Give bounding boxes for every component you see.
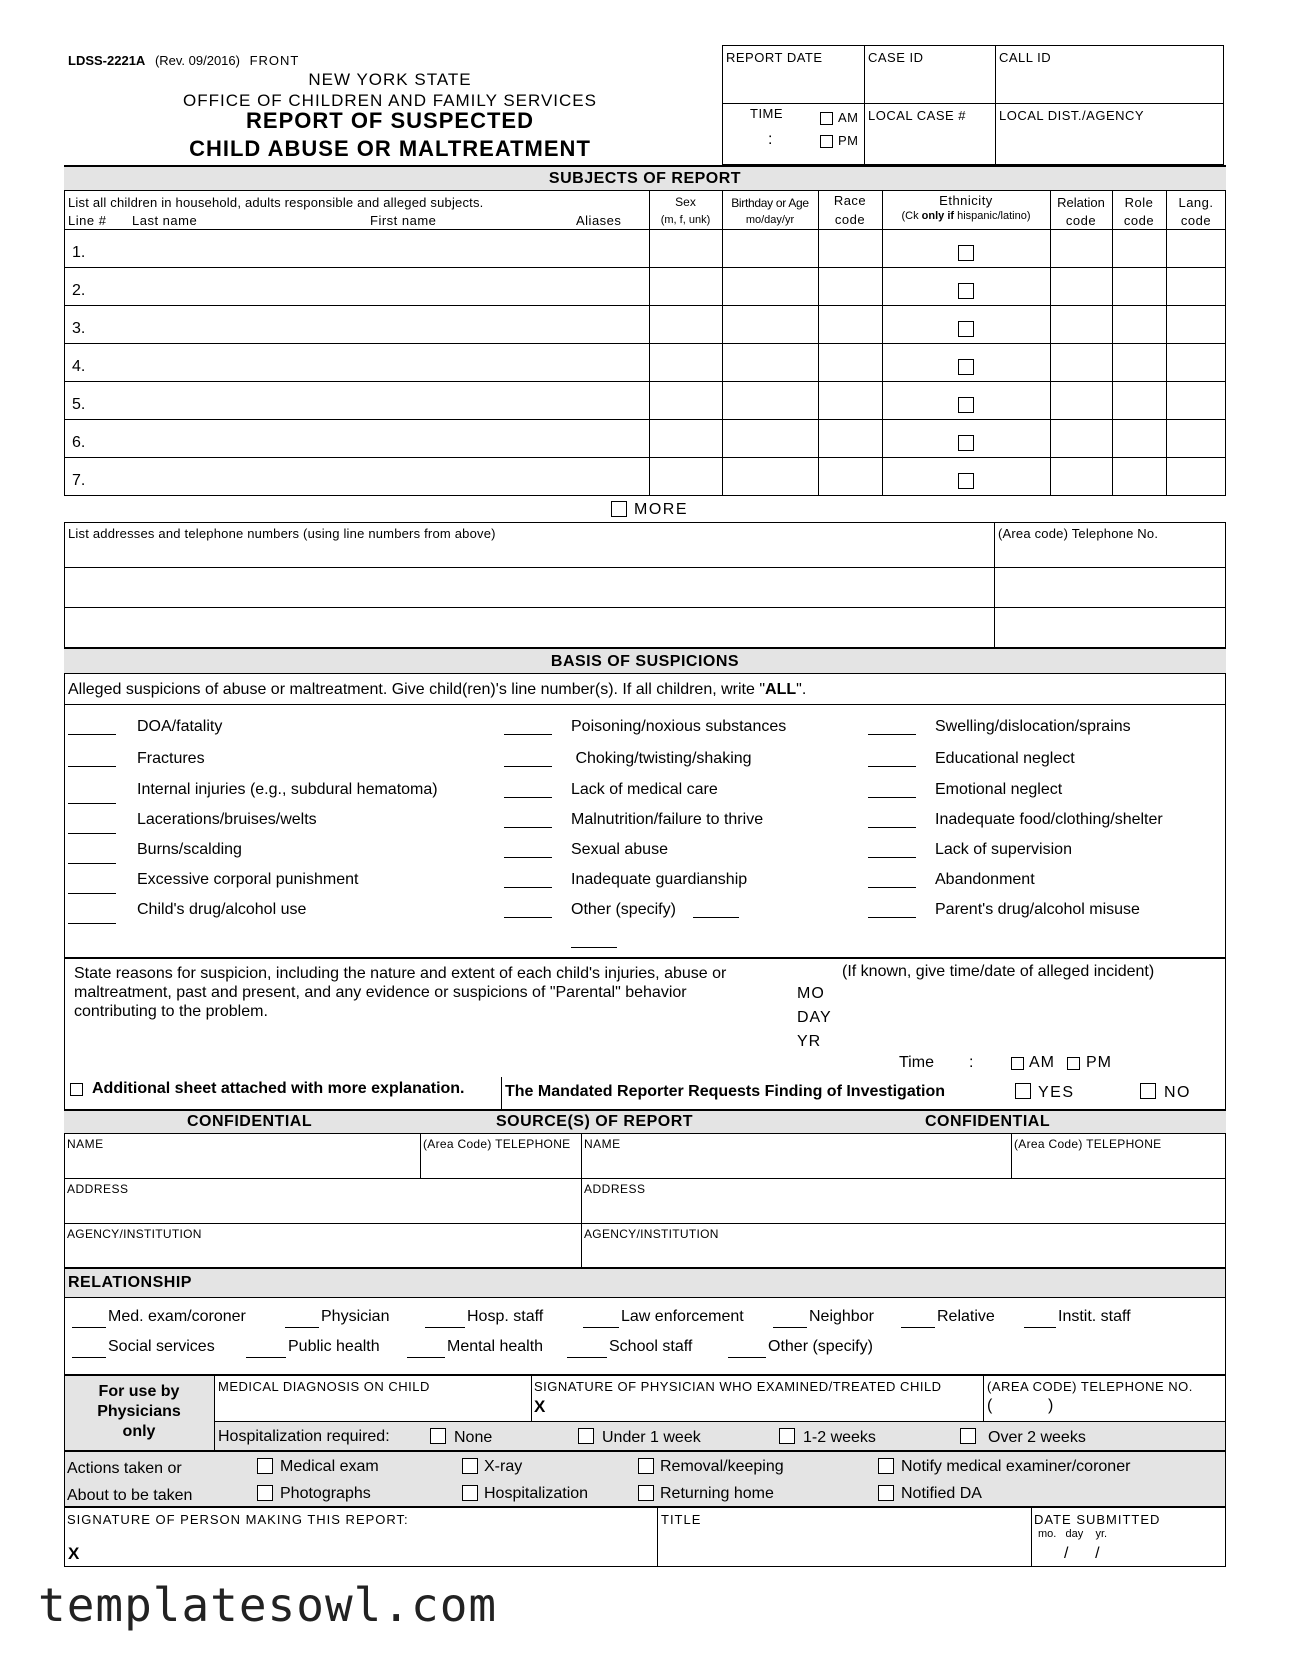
blank-line[interactable] <box>728 1357 766 1358</box>
blank-line[interactable] <box>68 923 116 924</box>
physicians-label-1: For use by <box>98 1383 180 1400</box>
sources-box <box>64 1133 1226 1268</box>
basis-instructions-post: ". <box>796 681 807 698</box>
suspicion-lack-supervision: Lack of supervision <box>935 841 1072 858</box>
subjects-heading: SUBJECTS OF REPORT <box>548 170 742 187</box>
suspicion-child-drug-use: Child's drug/alcohol use <box>137 901 307 918</box>
date-submitted-label: DATE SUBMITTED <box>1034 1512 1161 1527</box>
incident-time-colon: : <box>969 1054 974 1071</box>
blank-line[interactable] <box>504 857 552 858</box>
suspicion-parent-drug-misuse: Parent's drug/alcohol misuse <box>935 901 1140 918</box>
lang-header: Lang. <box>1178 195 1214 210</box>
blank-line[interactable] <box>868 734 916 735</box>
report-date-label: REPORT DATE <box>726 50 823 65</box>
suspicion-guardianship: Inadequate guardianship <box>571 871 748 888</box>
action-medical-exam-checkbox[interactable] <box>257 1458 273 1474</box>
rel-social-services: Social services <box>108 1338 215 1355</box>
ethnicity-header: Ethnicity <box>939 193 993 208</box>
medical-diagnosis-label: MEDICAL DIAGNOSIS ON CHILD <box>218 1379 430 1394</box>
addresses-label: List addresses and telephone numbers (using line numbers from above) <box>68 526 496 541</box>
time-colon: : <box>768 131 773 148</box>
basis-heading: BASIS OF SUSPICIONS <box>550 653 740 670</box>
more-checkbox[interactable] <box>611 501 627 517</box>
blank-line[interactable] <box>72 1327 106 1328</box>
reporter-title-label: TITLE <box>661 1512 702 1527</box>
relationship-heading: RELATIONSHIP <box>68 1274 192 1291</box>
blank-line[interactable] <box>425 1327 465 1328</box>
ethnicity-checkbox[interactable] <box>958 435 974 451</box>
actions-label-1: Actions taken or <box>67 1460 182 1477</box>
action-returning-home-checkbox[interactable] <box>638 1485 654 1501</box>
form-revision: (Rev. 09/2016) <box>154 53 240 68</box>
other-specify-line[interactable] <box>571 947 617 948</box>
mandated-reporter-label: The Mandated Reporter Requests Finding of Investigation <box>505 1083 946 1100</box>
source2-agency-label: AGENCY/INSTITUTION <box>584 1227 719 1241</box>
blank-line[interactable] <box>773 1327 807 1328</box>
action-removal-checkbox[interactable] <box>638 1458 654 1474</box>
physicians-label-3: only <box>122 1423 156 1440</box>
ethnicity-checkbox[interactable] <box>958 359 974 375</box>
finding-yes-checkbox[interactable] <box>1015 1083 1031 1099</box>
physician-phone-close: ) <box>1048 1397 1054 1414</box>
ethnicity-checkbox[interactable] <box>958 283 974 299</box>
incident-time-note: (If known, give time/date of alleged incident) <box>842 963 1155 980</box>
blank-line[interactable] <box>68 833 116 834</box>
blank-line[interactable] <box>68 734 116 735</box>
blank-line[interactable] <box>1024 1327 1056 1328</box>
pm-checkbox[interactable] <box>820 135 833 148</box>
case-id-label: CASE ID <box>868 50 924 65</box>
hosp-under-week-label: Under 1 week <box>602 1429 701 1446</box>
action-notified-da-label: Notified DA <box>901 1485 982 1502</box>
hosp-none-label: None <box>454 1429 493 1446</box>
sex-subheader: (m, f, unk) <box>660 214 711 226</box>
race-header: Race <box>833 193 867 208</box>
blank-line[interactable] <box>68 863 116 864</box>
rel-hosp-staff: Hosp. staff <box>467 1308 544 1325</box>
ethnicity-sub-bold: only if <box>921 210 955 222</box>
rel-law-enforcement: Law enforcement <box>621 1308 744 1325</box>
local-dist-label: LOCAL DIST./AGENCY <box>999 108 1145 123</box>
action-xray-label: X-ray <box>484 1458 523 1475</box>
suspicion-medical-care: Lack of medical care <box>571 781 718 798</box>
suspicion-burns: Burns/scalding <box>137 841 242 858</box>
blank-line[interactable] <box>567 1357 607 1358</box>
subject-row-number: 1. <box>72 244 86 261</box>
finding-no-checkbox[interactable] <box>1140 1083 1156 1099</box>
subject-row-number: 5. <box>72 396 86 413</box>
finding-no-label: NO <box>1164 1084 1191 1101</box>
additional-sheet-label: Additional sheet attached with more explanation. <box>92 1080 465 1097</box>
blank-line[interactable] <box>246 1357 286 1358</box>
suspicion-poisoning: Poisoning/noxious substances <box>571 718 787 735</box>
watermark-text: templatesowl.com <box>38 1578 498 1632</box>
form-id-line <box>68 54 299 67</box>
form-id: LDSS-2221A <box>68 53 146 68</box>
hosp-over-2-weeks-label: Over 2 weeks <box>988 1429 1086 1446</box>
rel-relative: Relative <box>937 1308 995 1325</box>
rel-instit-staff: Instit. staff <box>1058 1308 1131 1325</box>
aliases-header: Aliases <box>576 213 622 228</box>
source2-address-label: ADDRESS <box>584 1182 646 1196</box>
suspicion-malnutrition: Malnutrition/failure to thrive <box>571 811 764 828</box>
suspicion-educational-neglect: Educational neglect <box>935 750 1075 767</box>
subject-row-number: 7. <box>72 472 86 489</box>
role-subheader: code <box>1123 213 1155 228</box>
source2-telephone-label: (Area Code) TELEPHONE <box>1014 1137 1162 1151</box>
page-title-line1: REPORT OF SUSPECTED <box>246 108 534 133</box>
suspicion-swelling: Swelling/dislocation/sprains <box>935 718 1131 735</box>
ethnicity-checkbox[interactable] <box>958 245 974 261</box>
suspicion-emotional-neglect: Emotional neglect <box>935 781 1063 798</box>
hospitalization-label: Hospitalization required: <box>218 1428 390 1445</box>
incident-pm-label: PM <box>1086 1054 1112 1071</box>
action-removal-label: Removal/keeping <box>660 1458 784 1475</box>
blank-line[interactable] <box>504 827 552 828</box>
date-submitted-slashes: / / <box>1064 1545 1100 1562</box>
birthday-header: Birthday or Age <box>731 196 809 210</box>
blank-line[interactable] <box>68 893 116 894</box>
blank-line[interactable] <box>868 857 916 858</box>
rel-mental-health: Mental health <box>447 1338 544 1355</box>
subject-row-number: 4. <box>72 358 86 375</box>
incident-month-label: MO <box>797 985 825 1002</box>
suspicion-abandonment: Abandonment <box>935 871 1035 888</box>
blank-line[interactable] <box>868 766 916 767</box>
reasons-text-2: maltreatment, past and present, and any evidence or suspicions of "Parental" behavior <box>74 984 687 1001</box>
blank-line[interactable] <box>285 1327 319 1328</box>
sex-header: Sex <box>675 195 696 209</box>
suspicion-internal-injuries: Internal injuries (e.g., subdural hematoma) <box>137 781 438 798</box>
am-label: AM <box>838 110 859 125</box>
last-name-header: Last name <box>132 213 198 228</box>
ethnicity-sub-post: hispanic/latino) <box>954 210 1031 222</box>
hosp-1-2-weeks-checkbox[interactable] <box>779 1428 795 1444</box>
relation-subheader: code <box>1065 213 1097 228</box>
first-name-header: First name <box>370 213 437 228</box>
physicians-label-2: Physicians <box>97 1403 181 1420</box>
date-submitted-parts: mo. day yr. <box>1038 1528 1108 1540</box>
rel-physician: Physician <box>321 1308 390 1325</box>
rel-med-exam: Med. exam/coroner <box>108 1308 246 1325</box>
physician-signature-label: SIGNATURE OF PHYSICIAN WHO EXAMINED/TREATED CHILD <box>534 1379 942 1394</box>
suspicion-sexual-abuse: Sexual abuse <box>571 841 668 858</box>
blank-line[interactable] <box>72 1357 106 1358</box>
confidential-left: CONFIDENTIAL <box>187 1113 313 1130</box>
subject-row-number: 2. <box>72 282 86 299</box>
basis-instructions-bold: ALL <box>765 681 797 698</box>
action-notify-me-label: Notify medical examiner/coroner <box>901 1458 1131 1475</box>
blank-line[interactable] <box>504 734 552 735</box>
sources-heading: SOURCE(S) OF REPORT <box>496 1113 694 1130</box>
ethnicity-checkbox[interactable] <box>958 397 974 413</box>
suspicion-fractures: Fractures <box>137 750 205 767</box>
suspicion-inadequate-food: Inadequate food/clothing/shelter <box>935 811 1163 828</box>
am-checkbox[interactable] <box>820 112 833 125</box>
role-header: Role <box>1124 195 1154 210</box>
ethnicity-checkbox[interactable] <box>958 321 974 337</box>
blank-line[interactable] <box>583 1327 619 1328</box>
rel-other: Other (specify) <box>768 1338 873 1355</box>
blank-line[interactable] <box>68 766 116 767</box>
more-label: MORE <box>634 501 688 518</box>
actions-label-2: About to be taken <box>67 1487 193 1504</box>
confidential-right: CONFIDENTIAL <box>925 1113 1051 1130</box>
blank-line[interactable] <box>504 766 552 767</box>
incident-year-label: YR <box>797 1033 822 1050</box>
blank-line[interactable] <box>868 827 916 828</box>
suspicion-other: Other (specify) <box>571 901 676 918</box>
action-photographs-checkbox[interactable] <box>257 1485 273 1501</box>
action-hospitalization-label: Hospitalization <box>484 1485 589 1502</box>
blank-line[interactable] <box>504 797 552 798</box>
pm-label: PM <box>838 133 859 148</box>
source-name-label: NAME <box>67 1137 104 1151</box>
source2-name-label: NAME <box>584 1137 621 1151</box>
addresses-phone-label: (Area code) Telephone No. <box>998 526 1159 541</box>
page-title-line2: CHILD ABUSE OR MALTREATMENT <box>189 136 591 161</box>
office-name: OFFICE OF CHILDREN AND FAMILY SERVICES <box>183 91 597 110</box>
rel-school-staff: School staff <box>609 1338 693 1355</box>
reporter-signature-label: SIGNATURE OF PERSON MAKING THIS REPORT: <box>67 1512 409 1527</box>
blank-line[interactable] <box>504 917 552 918</box>
blank-line[interactable] <box>68 803 116 804</box>
suspicion-lacerations: Lacerations/bruises/welts <box>137 811 317 828</box>
incident-day-label: DAY <box>797 1009 832 1026</box>
blank-line[interactable] <box>868 917 916 918</box>
blank-line[interactable] <box>868 797 916 798</box>
action-medical-exam-label: Medical exam <box>280 1458 379 1475</box>
ethnicity-checkbox[interactable] <box>958 473 974 489</box>
call-id-label: CALL ID <box>999 50 1052 65</box>
local-case-label: LOCAL CASE # <box>868 108 967 123</box>
source-address-label: ADDRESS <box>67 1182 129 1196</box>
relation-header: Relation <box>1057 195 1105 210</box>
line-number-header: Line # <box>68 213 107 228</box>
ethnicity-subheader <box>882 211 1050 222</box>
incident-am-label: AM <box>1029 1054 1055 1071</box>
action-notified-da-checkbox[interactable] <box>878 1485 894 1501</box>
action-photographs-label: Photographs <box>280 1485 371 1502</box>
blank-line[interactable] <box>901 1327 935 1328</box>
reasons-text-1: State reasons for suspicion, including the nature and extent of each child's injuries, abuse or <box>74 965 727 982</box>
additional-sheet-checkbox[interactable] <box>70 1083 83 1096</box>
hosp-over-2-weeks-checkbox[interactable] <box>960 1428 976 1444</box>
incident-pm-checkbox[interactable] <box>1067 1057 1080 1070</box>
action-notify-me-checkbox[interactable] <box>878 1458 894 1474</box>
blank-line[interactable] <box>407 1357 445 1358</box>
rel-public-health: Public health <box>288 1338 380 1355</box>
time-label: TIME <box>750 106 784 121</box>
source-telephone-label: (Area Code) TELEPHONE <box>423 1137 571 1151</box>
basis-box <box>64 673 1226 1110</box>
state-name: NEW YORK STATE <box>308 70 472 89</box>
race-subheader: code <box>834 212 866 227</box>
reasons-text-3: contributing to the problem. <box>74 1003 268 1020</box>
birthday-subheader: mo/day/yr <box>745 214 795 226</box>
basis-instructions-pre: Alleged suspicions of abuse or maltreatment. Give child(ren)'s line number(s). If all children, write " <box>68 681 766 698</box>
hosp-under-week-checkbox[interactable] <box>578 1428 594 1444</box>
other-specify-line[interactable] <box>693 917 739 918</box>
physician-signature-x[interactable]: X <box>534 1397 546 1416</box>
subjects-instructions: List all children in household, adults responsible and alleged subjects. <box>68 195 484 210</box>
subject-row-number: 3. <box>72 320 86 337</box>
form-side: FRONT <box>249 53 300 68</box>
hosp-1-2-weeks-label: 1-2 weeks <box>803 1429 876 1446</box>
action-returning-home-label: Returning home <box>660 1485 774 1502</box>
incident-time-label: Time <box>899 1054 934 1071</box>
physician-phone-label: (AREA CODE) TELEPHONE NO. <box>987 1379 1193 1394</box>
reporter-signature-x[interactable]: X <box>68 1544 80 1563</box>
lang-subheader: code <box>1180 213 1212 228</box>
blank-line[interactable] <box>504 887 552 888</box>
rel-neighbor: Neighbor <box>809 1308 874 1325</box>
basis-instructions <box>68 682 806 698</box>
physician-phone-open: ( <box>987 1397 993 1414</box>
source-agency-label: AGENCY/INSTITUTION <box>67 1227 202 1241</box>
ethnicity-sub-pre: (Ck <box>901 210 922 222</box>
suspicion-doa: DOA/fatality <box>137 718 223 735</box>
action-xray-checkbox[interactable] <box>462 1458 478 1474</box>
subject-row-number: 6. <box>72 434 86 451</box>
finding-yes-label: YES <box>1038 1084 1075 1101</box>
blank-line[interactable] <box>868 887 916 888</box>
suspicion-choking: Choking/twisting/shaking <box>571 750 752 767</box>
incident-am-checkbox[interactable] <box>1011 1057 1024 1070</box>
action-hospitalization-checkbox[interactable] <box>462 1485 478 1501</box>
suspicion-corporal-punishment: Excessive corporal punishment <box>137 871 359 888</box>
hosp-none-checkbox[interactable] <box>430 1428 446 1444</box>
